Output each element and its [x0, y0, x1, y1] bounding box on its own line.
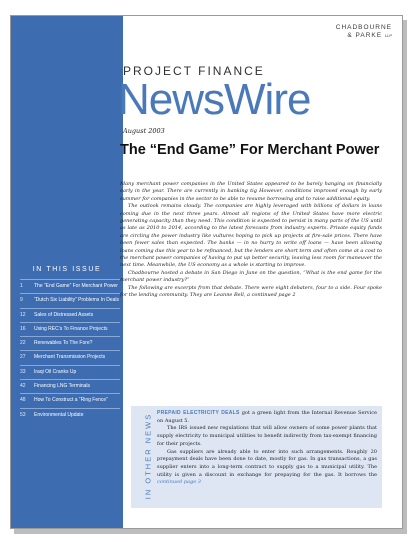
article-paragraph: Many merchant power companies in the United States appeared to be barely hanging on financially early in the year. There are currently in banking tig However, conditions improved enough by early summer for companies in the sector to be able to resume borrowing and to raise additional equity. — [120, 181, 382, 202]
toc-item[interactable] — [20, 393, 120, 407]
sidebar-panel — [11, 16, 123, 528]
toc-page-number: 53 — [20, 411, 26, 418]
firm-name-line1: CHADBOURNE — [335, 24, 392, 31]
firm-suffix: LLP — [384, 33, 392, 38]
article-body — [120, 181, 382, 300]
toc-title: Renewables To The Fore? — [34, 340, 93, 347]
toc-page-number: 12 — [20, 311, 26, 318]
firm-name-line2 — [336, 32, 392, 40]
news-paragraph: The IRS issued new regulations that will allow owners of some power plants that supply electricity to municipal utilities to benefit indirectly from tax-exempt financing for their projects. — [157, 425, 377, 447]
toc-item[interactable] — [20, 365, 120, 379]
toc-page-number: 33 — [20, 368, 26, 375]
toc-item[interactable] — [20, 379, 120, 393]
toc-page-number: 27 — [20, 354, 26, 361]
toc-title: Financing LNG Terminals — [34, 383, 91, 390]
article-headline: The “End Game” For Merchant Power — [120, 142, 380, 158]
article-paragraph-text: The following are excerpts from that debate. There were eight debaters, four to a side. Four spoke for the lending community. They are Leanne Bell, a — [120, 284, 382, 299]
in-other-news-label — [141, 408, 155, 504]
news-lead: PREPAID ELECTRICITY DEALS — [157, 410, 240, 416]
toc-page-number: 1 — [20, 283, 23, 289]
toc-page-number: 22 — [20, 340, 26, 347]
toc-item[interactable] — [20, 336, 120, 350]
table-of-contents — [20, 279, 120, 422]
toc-title: Iraqi Oil Cranks Up — [34, 368, 77, 375]
toc-title: Environmental Update — [34, 411, 84, 418]
news-continued-link[interactable]: continued page 3 — [157, 479, 201, 486]
continued-link[interactable]: continued page 2 — [251, 292, 296, 299]
firm-logo — [336, 24, 392, 40]
toc-item[interactable] — [20, 308, 120, 322]
section-title: PROJECT FINANCE — [123, 64, 265, 78]
article-paragraph: The outlook remains cloudy. The companies are highly leveraged with billions of dollars in loans coming due in the next three years. Almost all regions of the United States have more electric generating capacity than they need. This condition is expected to persist in many parts of the US until as late as 2010 to 2014, according to the latest forecasts from industry experts. Private equity funds are circling the power industry like vultures hoping to pick up projects at fire-sale prices. There have been fewer sales than expected. The banks — in no hurry to write off loans — have been allowing loans coming due this year to be refinanced, but the lenders are short term and often come at a cost to the merchant power companies of having to put up better security, leaving less room for maneuver the next time. Meanwhile, the US economy as a whole is starting to improve. — [120, 203, 382, 269]
news-text: got a green light from the Internal Revenue Service on August 5. — [157, 410, 377, 424]
in-this-issue-heading: IN THIS ISSUE — [32, 266, 102, 273]
toc-page-number: 48 — [20, 397, 26, 404]
toc-title: How To Construct a “Ring Fence” — [34, 397, 108, 404]
toc-item[interactable] — [20, 322, 120, 336]
toc-page-number: 42 — [20, 383, 26, 390]
toc-page-number: 16 — [20, 325, 26, 332]
in-other-news-label-text: IN OTHER NEWS — [143, 412, 153, 500]
toc-title: Sales of Distressed Assets — [34, 311, 94, 318]
toc-title: “Dutch Six Liability” Problems In Deals — [34, 297, 120, 304]
in-other-news-body — [157, 410, 377, 487]
newsletter-title: NewsWire — [118, 75, 311, 124]
news-paragraph — [157, 449, 377, 488]
news-text: Gas suppliers are already able to enter into such arrangements. Roughly 20 prepayment deals have been done to date, mostly for gas. In gas transactions, a gas supplier enters into a long-term contract to supply gas to a municipal utility. The utility is given a discount in exchange for prepaying for the gas. It borrows the — [157, 448, 377, 478]
toc-item[interactable] — [20, 293, 120, 307]
toc-page-number: 9 — [20, 297, 23, 304]
issue-date: August 2003 — [123, 127, 165, 135]
firm-name-parke: & PARKE — [347, 32, 383, 39]
toc-item[interactable] — [20, 350, 120, 364]
toc-title: Merchant Transmission Projects — [34, 354, 106, 361]
article-paragraph — [120, 285, 382, 300]
toc-title: Using REC’s To Finance Projects — [34, 325, 108, 332]
toc-item[interactable] — [20, 408, 120, 422]
article-paragraph: Chadbourne hosted a debate in San Diego in June on the question, “What is the end game for the merchant power industry?” — [120, 269, 382, 284]
news-paragraph — [157, 410, 377, 425]
toc-item[interactable] — [20, 279, 120, 293]
toc-title: The “End Game” For Merchant Power — [34, 283, 118, 289]
